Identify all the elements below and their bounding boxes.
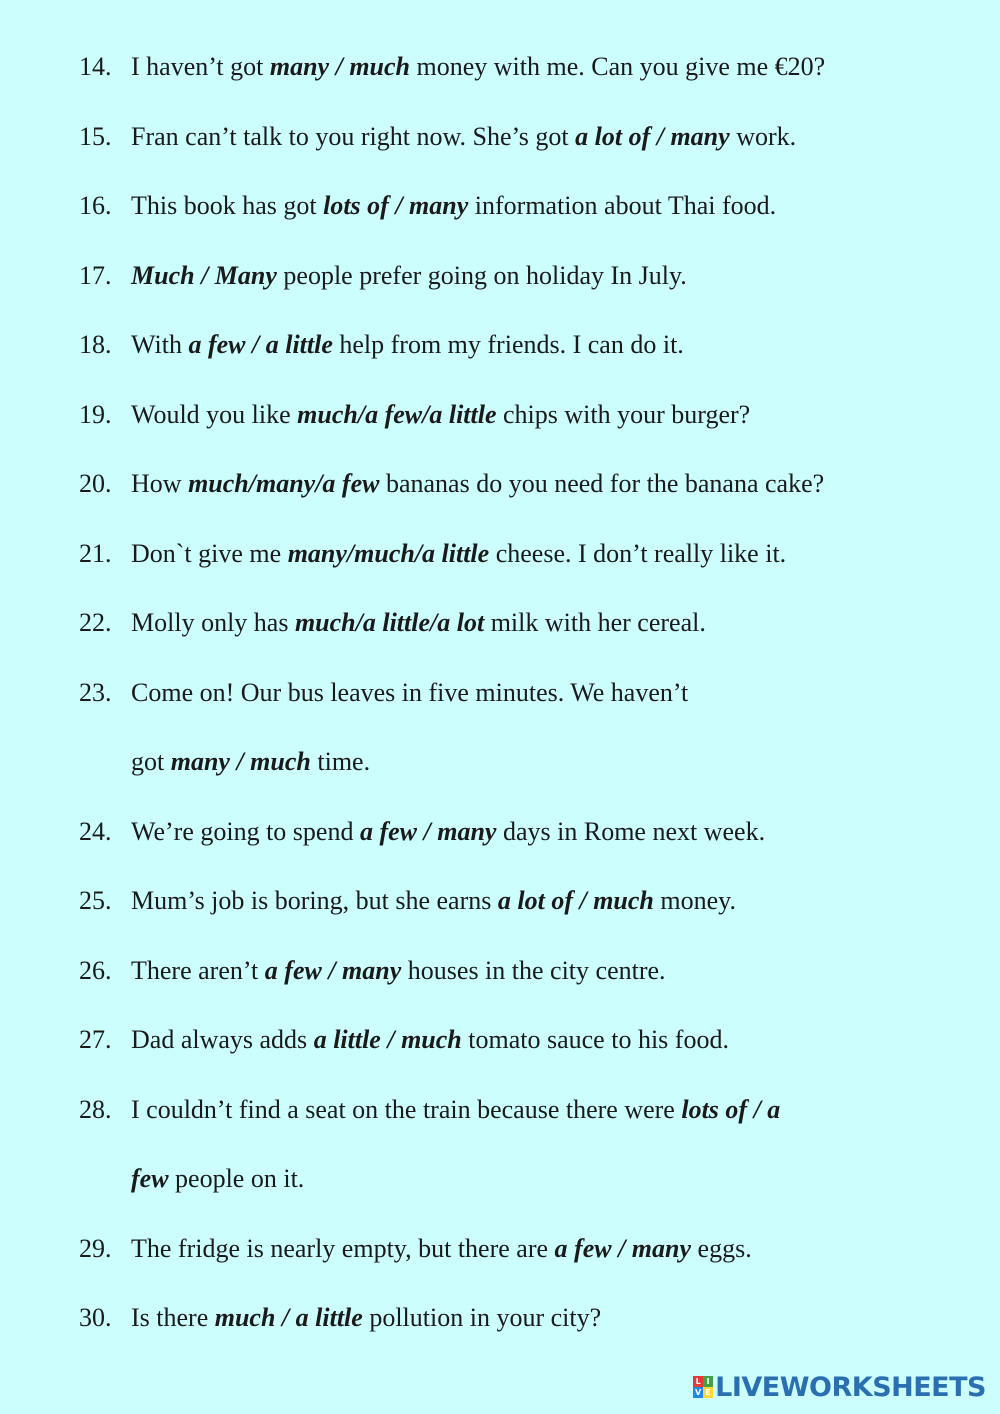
answer-options[interactable]: many / much <box>170 747 311 776</box>
item-number: 22. <box>79 608 112 637</box>
sentence-text: information about Thai food. <box>468 191 777 220</box>
item-number: 29. <box>79 1233 112 1263</box>
answer-options[interactable]: much / a little <box>214 1303 363 1332</box>
exercise-item <box>0 881 1000 921</box>
sentence-text: cheese. I don’t really like it. <box>489 538 787 568</box>
item-number: 20. <box>79 469 112 498</box>
sentence-text: got <box>131 747 171 776</box>
item-number: 25. <box>79 886 112 915</box>
answer-options[interactable]: a few / a little <box>188 330 333 359</box>
item-sentence <box>131 186 776 226</box>
sentence-text: Would you like <box>131 399 298 429</box>
exercise-item <box>0 603 1000 643</box>
sentence-text: days in Rome next week. <box>496 816 766 846</box>
exercise-item <box>0 117 1000 157</box>
item-sentence <box>131 256 687 296</box>
item-sentence <box>131 951 666 991</box>
item-sentence <box>131 742 370 782</box>
answer-options[interactable]: Much / Many <box>131 260 277 290</box>
item-number: 18. <box>79 330 112 359</box>
logo-icon-tile: I <box>703 1376 713 1387</box>
sentence-text: money with me. Can you give me €20? <box>410 52 826 81</box>
item-sentence <box>131 812 765 852</box>
exercise-item <box>0 1090 1000 1130</box>
sentence-text: people prefer going on holiday In July. <box>276 260 687 290</box>
item-number: 16. <box>79 191 112 220</box>
item-sentence <box>131 47 825 87</box>
sentence-text: Don`t give me <box>131 538 288 568</box>
exercise-item <box>0 256 1000 296</box>
sentence-text: people on it. <box>168 1164 305 1193</box>
item-number: 15. <box>79 121 112 151</box>
answer-options[interactable]: a lot of / much <box>497 886 654 915</box>
item-number: 21. <box>79 538 112 568</box>
item-sentence <box>131 1229 752 1269</box>
exercise-item <box>0 325 1000 365</box>
exercise-item <box>0 464 1000 504</box>
item-sentence <box>131 325 684 365</box>
item-number: 26. <box>79 955 112 985</box>
sentence-text: bananas do you need for the banana cake? <box>379 469 825 498</box>
sentence-text: With <box>131 330 189 359</box>
item-number: 19. <box>79 399 112 429</box>
exercise-item <box>0 1229 1000 1269</box>
answer-options[interactable]: lots of / a <box>681 1094 781 1124</box>
sentence-text: How <box>131 469 189 498</box>
exercise-item <box>0 1020 1000 1060</box>
sentence-text: I haven’t got <box>131 52 270 81</box>
item-sentence <box>131 881 736 921</box>
exercise-item <box>0 186 1000 226</box>
exercise-item <box>0 673 1000 713</box>
sentence-text: work. <box>729 121 797 151</box>
item-number: 23. <box>79 677 112 707</box>
item-sentence <box>131 673 688 713</box>
item-sentence <box>131 1298 601 1338</box>
sentence-text: pollution in your city? <box>362 1303 602 1332</box>
sentence-text: tomato sauce to his food. <box>461 1025 729 1054</box>
sentence-text: Fran can’t talk to you right now. She’s got <box>131 121 576 151</box>
answer-options[interactable]: a little / much <box>313 1025 462 1054</box>
item-sentence <box>131 1159 304 1199</box>
sentence-text: Dad always adds <box>131 1025 314 1054</box>
sentence-text: We’re going to spend <box>131 816 360 846</box>
item-sentence <box>131 464 824 504</box>
item-sentence <box>131 534 786 574</box>
sentence-text: money. <box>653 886 736 915</box>
liveworksheets-wordmark: LIVEWORKSHEETS <box>715 1371 986 1403</box>
answer-options[interactable]: a lot of / many <box>575 121 730 151</box>
sentence-text: milk with her cereal. <box>484 608 706 637</box>
sentence-text: help from my friends. I can do it. <box>332 330 684 359</box>
item-sentence <box>131 1020 729 1060</box>
item-number: 30. <box>79 1303 112 1332</box>
answer-options[interactable]: many/much/a little <box>287 538 490 568</box>
logo-icon-tile: V <box>695 1388 702 1397</box>
answer-options[interactable]: a few / many <box>264 955 402 985</box>
answer-options[interactable]: lots of / many <box>323 191 469 220</box>
exercise-item <box>0 395 1000 435</box>
answer-options[interactable]: much/a little/a lot <box>294 608 485 637</box>
exercise-item <box>0 1298 1000 1338</box>
sentence-text: houses in the city centre. <box>401 955 666 985</box>
answer-options[interactable]: few <box>131 1164 169 1193</box>
item-sentence <box>131 603 706 643</box>
sentence-text: Mum’s job is boring, but she earns <box>131 886 498 915</box>
sentence-text: The fridge is nearly empty, but there are <box>131 1233 555 1263</box>
answer-options[interactable]: many / much <box>269 52 411 81</box>
item-number: 24. <box>79 816 112 846</box>
exercise-item-continuation <box>0 1159 1000 1199</box>
logo-icon-tile: E <box>703 1387 713 1398</box>
sentence-text: Is there <box>131 1303 215 1332</box>
sentence-text: This book has got <box>131 191 324 220</box>
sentence-text: There aren’t <box>131 955 265 985</box>
sentence-text: Come on! Our bus leaves in five minutes. We haven’t <box>131 677 689 707</box>
item-number: 17. <box>79 260 112 290</box>
exercise-item <box>0 951 1000 991</box>
logo-icon-tile: L <box>693 1376 703 1387</box>
sentence-text: chips with your burger? <box>496 399 751 429</box>
sentence-text: Molly only has <box>131 608 295 637</box>
exercise-item <box>0 534 1000 574</box>
item-number: 28. <box>79 1094 112 1124</box>
answer-options[interactable]: a few / many <box>554 1233 692 1263</box>
item-number: 14. <box>79 52 112 81</box>
answer-options[interactable]: much/many/a few <box>188 469 380 498</box>
item-sentence <box>131 1090 780 1130</box>
exercise-item <box>0 47 1000 87</box>
sentence-text: I couldn’t find a seat on the train because there were <box>131 1094 682 1124</box>
sentence-text: eggs. <box>691 1233 752 1263</box>
answer-options[interactable]: much/a few/a little <box>297 399 497 429</box>
sentence-text: time. <box>310 747 371 776</box>
exercise-item <box>0 812 1000 852</box>
liveworksheets-icon <box>693 1376 713 1398</box>
item-sentence <box>131 395 750 435</box>
answer-options[interactable]: a few / many <box>359 816 497 846</box>
liveworksheets-logo <box>693 1370 986 1404</box>
exercise-item-continuation <box>0 742 1000 782</box>
item-sentence <box>131 117 796 157</box>
item-number: 27. <box>79 1025 112 1054</box>
